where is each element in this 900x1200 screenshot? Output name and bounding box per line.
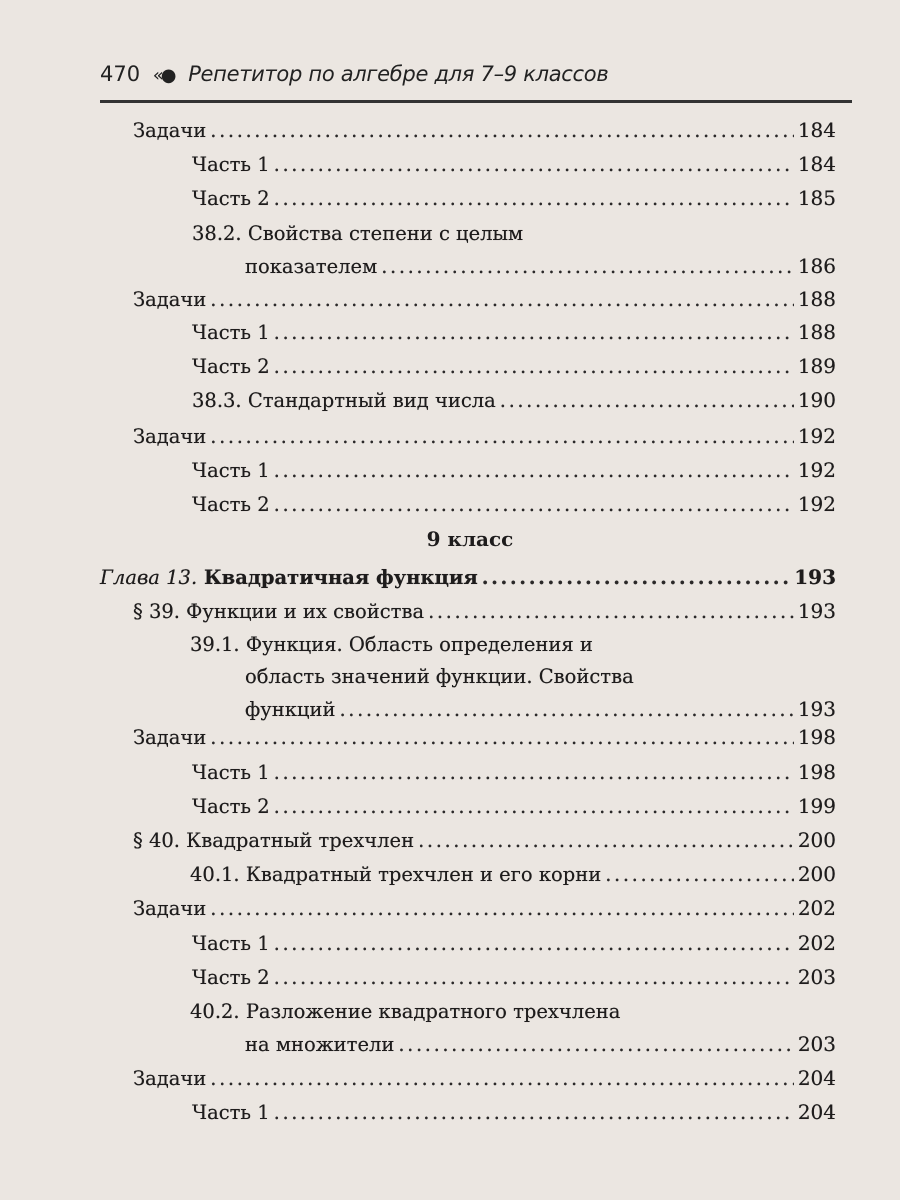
toc-page-number: 203	[797, 965, 836, 989]
toc-entry-label	[133, 119, 206, 142]
toc-page-number: 203	[797, 1032, 836, 1056]
toc-entry-label	[133, 288, 206, 311]
toc-entry-title: Задачи	[133, 425, 207, 448]
section-heading: 9 класс	[426, 527, 514, 551]
dot-leader	[210, 726, 794, 749]
toc-entry-title: Часть 2	[192, 795, 270, 818]
toc-page-number: 200	[797, 862, 836, 886]
toc-entry-title: Задачи	[133, 1067, 207, 1090]
toc-entry-label	[100, 566, 478, 589]
toc-page-number: 193	[794, 565, 836, 589]
toc-entry[interactable]	[245, 254, 836, 278]
toc-entry[interactable]	[133, 725, 836, 749]
toc-entry[interactable]	[190, 862, 836, 886]
toc-page-number: 192	[797, 492, 836, 516]
toc-page-number: 204	[797, 1066, 836, 1090]
toc-entry[interactable]	[192, 492, 836, 516]
toc-entry[interactable]	[245, 697, 836, 721]
toc-entry-label	[192, 932, 270, 955]
toc-entry[interactable]	[192, 760, 836, 784]
toc-entry[interactable]	[192, 965, 836, 989]
toc-entry-label	[192, 355, 270, 378]
toc-entry-title: Часть 1	[192, 153, 270, 176]
toc-entry-label	[245, 698, 335, 721]
dot-leader	[210, 119, 794, 142]
dot-leader	[274, 187, 794, 210]
toc-entry-title: Часть 1	[192, 459, 270, 482]
toc-entry-title: Задачи	[133, 897, 207, 920]
dot-leader	[210, 1067, 794, 1090]
toc-entry-title: Задачи	[133, 726, 207, 749]
toc-entry[interactable]	[192, 186, 836, 210]
dot-leader	[210, 897, 794, 920]
toc-entry-title: Часть 1	[192, 321, 270, 344]
dot-leader	[500, 389, 794, 412]
toc-page-number: 186	[797, 254, 836, 278]
toc-entry[interactable]	[133, 896, 836, 920]
toc-entry[interactable]	[100, 565, 836, 589]
toc-entry-label	[133, 600, 424, 623]
toc-entry[interactable]	[192, 320, 836, 344]
dot-leader	[418, 829, 794, 852]
toc-entry[interactable]	[192, 794, 836, 818]
dot-leader	[210, 288, 794, 311]
toc-entry-title: Часть 1	[192, 932, 270, 955]
running-header	[100, 62, 608, 86]
toc-entry[interactable]	[133, 287, 836, 311]
toc-entry[interactable]	[133, 828, 836, 852]
toc-page-number: 193	[797, 599, 836, 623]
dot-leader	[274, 355, 794, 378]
dot-leader	[274, 795, 794, 818]
toc-entry-label	[133, 425, 206, 448]
toc-page-number: 188	[797, 320, 836, 344]
dot-leader	[339, 698, 793, 721]
toc-entry-label-line: 38.2. Свойства степени с целым	[192, 222, 524, 245]
toc-page-number: 202	[797, 896, 836, 920]
toc-entry-label	[133, 829, 414, 852]
toc-page-number: 188	[797, 287, 836, 311]
dot-leader	[398, 1033, 793, 1056]
toc-entry-label	[245, 255, 377, 278]
toc-entry[interactable]	[192, 1100, 836, 1124]
toc-entry-label-line: область значений функции. Свойства	[245, 665, 634, 688]
toc-entry-title: § 40. Квадратный трехчлен	[133, 829, 415, 852]
toc-page-number: 199	[797, 794, 836, 818]
toc-entry[interactable]	[192, 458, 836, 482]
dot-leader	[274, 153, 794, 176]
toc-entry-title: Часть 1	[192, 761, 270, 784]
toc-entry-label	[192, 389, 496, 412]
dot-leader	[274, 459, 794, 482]
toc-entry-title: Задачи	[133, 119, 207, 142]
toc-entry-title: Часть 2	[192, 355, 270, 378]
toc-entry[interactable]	[133, 1066, 836, 1090]
toc-entry-label	[192, 321, 270, 344]
toc-entry-label	[190, 863, 601, 886]
dot-leader	[274, 493, 794, 516]
toc-page-number: 200	[797, 828, 836, 852]
toc-page-number: 193	[797, 697, 836, 721]
toc-entry-label-line: 39.1. Функция. Область определения и	[190, 633, 593, 656]
toc-entry-label	[192, 795, 270, 818]
toc-entry[interactable]	[192, 931, 836, 955]
toc-page-number: 185	[797, 186, 836, 210]
toc-entry[interactable]	[192, 388, 836, 412]
toc-page-number: 202	[797, 931, 836, 955]
toc-entry-label	[192, 761, 270, 784]
dot-leader	[428, 600, 794, 623]
toc-page-number: 184	[797, 152, 836, 176]
dot-leader	[274, 1101, 794, 1124]
toc-entry-label	[192, 459, 270, 482]
toc-entry-title: Часть 2	[192, 187, 270, 210]
toc-entry-title: функций	[245, 698, 336, 721]
toc-entry[interactable]	[245, 1032, 836, 1056]
toc-page-number: 190	[797, 388, 836, 412]
toc-entry[interactable]	[133, 599, 836, 623]
toc-entry-title: Квадратичная функция	[203, 566, 478, 589]
toc-entry-label	[192, 187, 270, 210]
toc-page-number: 204	[797, 1100, 836, 1124]
toc-page-number: 198	[797, 760, 836, 784]
toc-entry-label	[192, 966, 270, 989]
toc-entry-label	[133, 1067, 206, 1090]
toc-page-number: 192	[797, 424, 836, 448]
toc-entry-label	[133, 897, 206, 920]
dot-leader	[381, 255, 794, 278]
toc-entry-title: Часть 2	[192, 493, 270, 516]
book-title: Репетитор по алгебре для 7–9 классов	[188, 62, 609, 86]
dot-leader	[274, 966, 794, 989]
toc-entry-title: Часть 2	[192, 966, 270, 989]
toc-entry-title: Часть 1	[192, 1101, 270, 1124]
toc-entry-title: § 39. Функции и их свойства	[133, 600, 425, 623]
toc-entry-label	[133, 726, 206, 749]
dot-leader	[482, 566, 791, 589]
dot-leader	[274, 321, 794, 344]
page-number: 470	[100, 62, 141, 86]
toc-entry-title: 38.3. Стандартный вид числа	[192, 389, 496, 412]
toc-page-number: 189	[797, 354, 836, 378]
toc-entry-title: на множители	[245, 1033, 395, 1056]
toc-entry-label	[192, 153, 270, 176]
toc-entry-title: Задачи	[133, 288, 207, 311]
toc-entry-title: показателем	[245, 255, 378, 278]
toc-page-number: 184	[797, 118, 836, 142]
toc-entry[interactable]	[192, 152, 836, 176]
toc-page-number: 192	[797, 458, 836, 482]
toc-entry-label-line: 40.2. Разложение квадратного трехчлена	[190, 1000, 621, 1023]
header-ornament: «●	[152, 65, 174, 86]
dot-leader	[274, 761, 794, 784]
toc-entry-title: 40.1. Квадратный трехчлен и его корни	[190, 863, 602, 886]
dot-leader	[210, 425, 794, 448]
chapter-prefix: Глава 13.	[100, 566, 198, 589]
toc-entry-label	[192, 1101, 270, 1124]
toc-entry[interactable]	[192, 354, 836, 378]
toc-entry[interactable]	[133, 118, 836, 142]
toc-entry-label	[192, 493, 270, 516]
dot-leader	[605, 863, 794, 886]
dot-leader	[274, 932, 794, 955]
toc-page-number: 198	[797, 725, 836, 749]
toc-entry[interactable]	[133, 424, 836, 448]
toc-entry-label	[245, 1033, 394, 1056]
header-rule	[100, 100, 852, 103]
